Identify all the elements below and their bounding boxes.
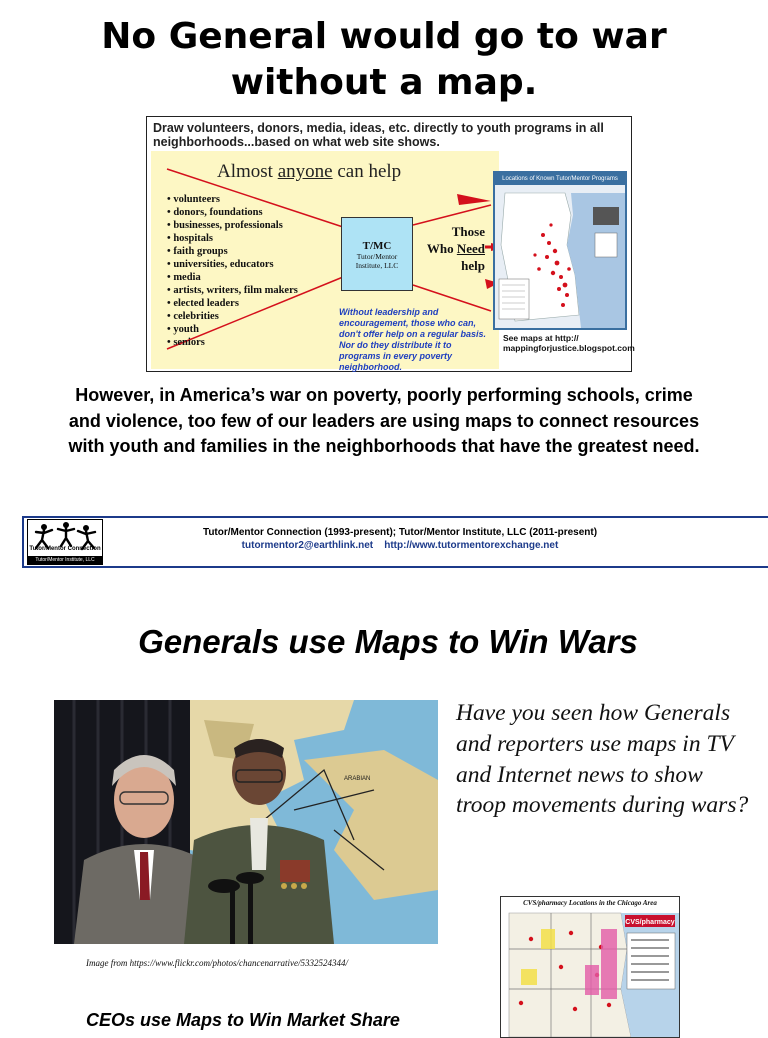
slide-title-line2: without a map. [230, 62, 538, 103]
almost-anyone-heading: Almost anyone can help [217, 161, 402, 182]
tmc-sub1: Tutor/Mentor [356, 252, 398, 261]
slide-title-line1: No General would go to war [101, 16, 667, 57]
helper-item: • elected leaders [167, 297, 298, 310]
photo-caption: Image from https://www.flickr.com/photos/chancenarrative/5332524344/ [86, 958, 348, 968]
footer-banner [22, 516, 768, 568]
cvs-map-title: CVS/pharmacy Locations in the Chicago Area [523, 899, 657, 907]
helper-item: • celebrities [167, 310, 298, 323]
tmc-sub2: Institute, LLC [355, 261, 399, 270]
helper-item: • artists, writers, film makers [167, 284, 298, 297]
diagram-header: Draw volunteers, donors, media, ideas, etc. directly to youth programs in all neighborhoods...based on what web site shows. [153, 121, 604, 149]
logo-bar: Tutor/Mentor Institute, LLC [28, 556, 102, 564]
helper-item: • youth [167, 323, 298, 336]
slide-title [0, 14, 768, 106]
helpers-list [167, 193, 298, 349]
helper-item: • businesses, professionals [167, 219, 298, 232]
briefing-photo-graphic [54, 700, 438, 944]
slide2-title: Generals use Maps to Win Wars [138, 623, 638, 660]
website-link[interactable]: http://www.tutormentorexchange.net [384, 540, 559, 551]
figures-logo-icon [28, 520, 102, 556]
red-line-right-top [413, 205, 491, 225]
email-link[interactable]: tutormentor2@earthlink.net [241, 540, 374, 551]
helper-item: • media [167, 271, 298, 284]
helper-item: • volunteers [167, 193, 298, 206]
cvs-logo: CVS/pharmacy [625, 919, 675, 926]
tmc-box [341, 217, 413, 291]
generals-question: Have you seen how Generals and reporters use maps in TV and Internet news to show troop movements during wars? [456, 700, 749, 819]
tmc-title: T/MC [362, 240, 392, 252]
footer-contact-line [120, 540, 680, 552]
helper-item: • faith groups [167, 245, 298, 258]
ceos-heading: CEOs use Maps to Win Market Share [86, 1010, 400, 1030]
footer-org-line: Tutor/Mentor Connection (1993-present); Tutor/Mentor Institute, LLC (2011-present) [202, 527, 598, 538]
see-maps-link: See maps at http:// mappingforjustice.blogspot.com [503, 333, 635, 353]
svg-text:Tutor/Mentor Connection: Tutor/Mentor Connection [29, 546, 101, 552]
help-diagram [146, 116, 635, 372]
map-header: Locations of Known Tutor/Mentor Programs [495, 173, 625, 185]
poverty-paragraph: However, in America’s war on poverty, poorly performing schools, crime and violence, too few of our leaders are using maps to connect resources with youth and families in the neighborhoods that have the greatest need. [68, 385, 700, 456]
svg-text:ARABIAN: ARABIAN [344, 776, 371, 782]
chicago-map-graphic [495, 185, 625, 328]
tutor-mentor-logo [27, 519, 103, 565]
helper-item: • seniors [167, 336, 298, 349]
helper-item: • donors, foundations [167, 206, 298, 219]
cvs-map-graphic [501, 909, 679, 1037]
those-who-need-help: Those Who Need help [426, 224, 485, 273]
leadership-note: Without leadership and encouragement, those who can, don't offer help on a regular basis. Nor do they distribute it to programs in every poverty neighborhood. [339, 307, 486, 372]
generals-briefing-photo [54, 700, 438, 944]
tutor-mentor-program-map [493, 171, 627, 330]
arrow-head-top [457, 194, 491, 205]
helper-item: • universities, educators [167, 258, 298, 271]
helper-item: • hospitals [167, 232, 298, 245]
cvs-locations-map [500, 896, 680, 1038]
